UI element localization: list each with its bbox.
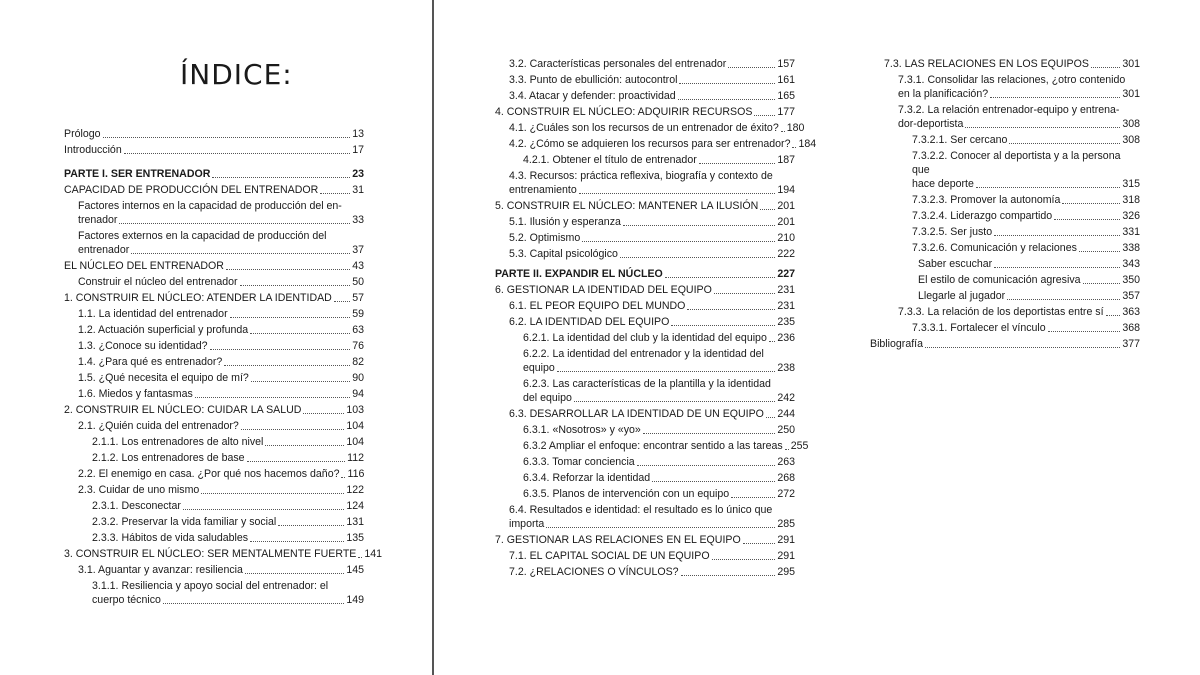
dot-leader [119,223,350,224]
toc-entry-title: 6.3.5. Planos de intervención con un equipo [523,488,730,500]
toc-entry [64,579,364,607]
dot-leader [1083,283,1121,284]
toc-entry-title-line: 7.3.2.2. Conocer al deportista y a la persona que [912,150,1121,176]
dot-leader [201,493,344,494]
toc-page-number: 33 [352,214,364,226]
toc-page-number: 227 [777,268,795,280]
toc-page-number: 194 [777,184,795,196]
toc-page-number: 17 [352,144,364,156]
dot-leader [990,97,1120,98]
dot-leader [251,381,350,382]
toc-page-number: 157 [777,58,795,70]
toc-page-number: 59 [352,308,364,320]
dot-leader [925,347,1120,348]
toc-page-number: 285 [777,518,795,530]
toc-entry [870,257,1140,271]
toc-page-number: 13 [352,128,364,140]
toc-entry-title: 4. CONSTRUIR EL NÚCLEO: ADQUIRIR RECURSOS [495,106,753,118]
dot-leader [124,153,350,154]
toc-page-number: 63 [352,324,364,336]
toc-entry-title: en la planificación? [898,88,989,100]
toc-entry [64,291,364,305]
dot-leader [1079,251,1120,252]
toc-entry [64,339,364,353]
toc-entry [495,199,795,213]
toc-entry [870,149,1140,191]
toc-entry [870,133,1140,147]
toc-page-number: 236 [777,332,795,344]
toc-entry-title: trenador [78,214,118,226]
toc-page-number: 363 [1122,306,1140,318]
toc-entry [495,231,795,245]
toc-entry-title: Construir el núcleo del entrenador [78,276,238,288]
toc-entry-title: 1.4. ¿Para qué es entrenador? [78,356,223,368]
toc-entry-title-line: 4.3. Recursos: práctica reflexiva, biografía y contexto de [509,170,773,182]
toc-entry [870,73,1140,101]
dot-leader [212,177,350,178]
toc-page-number: 222 [777,248,795,260]
toc-entry-title: entrenador [78,244,130,256]
toc-entry-title: 5.1. Ilusión y esperanza [509,216,621,228]
toc-page-number: 235 [777,316,795,328]
toc-entry-title: 2.1.2. Los entrenadores de base [92,452,245,464]
toc-page-number: 124 [346,500,364,512]
toc-entry-title: 6.2. LA IDENTIDAD DEL EQUIPO [509,316,670,328]
dot-leader [766,417,775,418]
toc-entry [870,273,1140,287]
toc-column-left [64,127,383,607]
dot-leader [637,465,776,466]
dot-leader [785,449,789,450]
toc-entry [64,371,364,385]
dot-leader [303,413,344,414]
dot-leader [1048,331,1121,332]
toc-page-number: 135 [346,532,364,544]
toc-entry [64,355,364,369]
toc-column-right [870,57,1140,351]
dot-leader [131,253,350,254]
toc-entry [64,127,364,141]
toc-page-number: 145 [346,564,364,576]
toc-entry-title: Llegarle al jugador [918,290,1006,302]
dot-leader [103,137,351,138]
toc-entry-title-line: 6.2.2. La identidad del entrenador y la identidad del [523,348,764,360]
toc-page-number: 308 [1122,134,1140,146]
toc-entry [495,105,795,119]
toc-entry [64,483,364,497]
toc-entry [64,183,364,197]
toc-page-number: 57 [352,292,364,304]
toc-entry [64,435,364,449]
toc-page-number: 23 [352,168,364,180]
dot-leader [183,509,344,510]
toc-entry-title: 7.3. LAS RELACIONES EN LOS EQUIPOS [884,58,1089,70]
toc-entry [495,315,795,329]
toc-page-number: 37 [352,244,364,256]
dot-leader [341,477,345,478]
toc-page-number: 238 [777,362,795,374]
toc-entry-title: Saber escuchar [918,258,993,270]
dot-leader [582,241,775,242]
toc-entry-title: 6.3.1. «Nosotros» y «yo» [523,424,641,436]
toc-entry-title: 1.3. ¿Conoce su identidad? [78,340,208,352]
toc-entry-title: 4.1. ¿Cuáles son los recursos de un entrenador de éxito? [509,122,779,134]
toc-entry [495,267,795,281]
dot-leader [247,461,346,462]
toc-entry [870,209,1140,223]
dot-leader [1054,219,1120,220]
toc-entry-title: 6. GESTIONAR LA IDENTIDAD DEL EQUIPO [495,284,712,296]
toc-page-number: 291 [777,534,795,546]
toc-page-number: 343 [1122,258,1140,270]
toc-entry-title: 3.1. Aguantar y avanzar: resiliencia [78,564,243,576]
toc-entry [64,467,364,481]
toc-entry [64,403,364,417]
toc-entry-title: Introducción [64,144,122,156]
dot-leader [320,193,350,194]
toc-page-number: 250 [777,424,795,436]
toc-entry [495,565,795,579]
toc-entry-title: 2.2. El enemigo en casa. ¿Por qué nos hacemos daño? [78,468,340,480]
toc-entry [64,499,364,513]
toc-entry [870,241,1140,255]
toc-entry [870,305,1140,319]
page-divider [432,0,434,675]
toc-entry-title: 7.2. ¿RELACIONES O VÍNCULOS? [509,566,679,578]
toc-entry-title: importa [509,518,545,530]
dot-leader [623,225,775,226]
dot-leader [743,543,776,544]
toc-page-number: 377 [1122,338,1140,350]
toc-entry [495,471,795,485]
dot-leader [671,325,775,326]
dot-leader [699,163,776,164]
toc-page-number: 242 [777,392,795,404]
toc-entry-title: 6.3.4. Reforzar la identidad [523,472,651,484]
dot-leader [994,267,1120,268]
toc-page-number: 177 [777,106,795,118]
dot-leader [245,573,344,574]
toc-page-number: 103 [346,404,364,416]
toc-entry [495,533,795,547]
toc-page-number: 131 [346,516,364,528]
dot-leader [994,235,1120,236]
toc-page-number: 141 [364,548,383,560]
toc-entry-title: 1.5. ¿Qué necesita el equipo de mí? [78,372,249,384]
dot-leader [278,525,344,526]
toc-entry [495,455,795,469]
toc-entry-title: 7.3.2.6. Comunicación y relaciones [912,242,1077,254]
toc-page-number: 268 [777,472,795,484]
toc-page-number: 201 [777,216,795,228]
toc-page-number: 318 [1122,194,1140,206]
toc-page-number: 149 [346,594,364,606]
dot-leader [728,67,775,68]
toc-page-number: 231 [777,300,795,312]
toc-entry-title: 3.3. Punto de ebullición: autocontrol [509,74,678,86]
toc-entry-title: 6.3.3. Tomar conciencia [523,456,635,468]
toc-entry-title: 3. CONSTRUIR EL NÚCLEO: SER MENTALMENTE FUERTE [64,548,357,560]
toc-entry [64,419,364,433]
toc-entry [870,193,1140,207]
toc-entry [64,143,364,157]
toc-entry [870,225,1140,239]
toc-entry-title-line: 6.4. Resultados e identidad: el resultado es lo único que [509,504,773,516]
toc-entry [495,57,795,71]
toc-entry-title: 7.3.2.3. Promover la autonomía [912,194,1061,206]
toc-entry [495,407,795,421]
toc-entry-title-line: 7.3.1. Consolidar las relaciones, ¿otro contenido [898,74,1126,86]
dot-leader [976,187,1120,188]
dot-leader [965,127,1120,128]
toc-entry-title: 2.1.1. Los entrenadores de alto nivel [92,436,264,448]
dot-leader [574,401,775,402]
toc-entry-title: hace deporte [912,178,974,190]
toc-entry [64,307,364,321]
dot-leader [210,349,351,350]
toc-entry-title-line: Factores externos en la capacidad de producción del [78,230,327,242]
toc-page-number: 244 [777,408,795,420]
toc-page-number: 368 [1122,322,1140,334]
dot-leader [250,333,350,334]
toc-page-number: 295 [777,566,795,578]
dot-leader [760,209,775,210]
dot-leader [579,193,776,194]
dot-leader [643,433,776,434]
toc-entry-title: entrenamiento [509,184,577,196]
toc-page-number: 338 [1122,242,1140,254]
toc-page-number: 104 [346,420,364,432]
toc-entry-title: 2.3.1. Desconectar [92,500,181,512]
toc-entry-title: 5.3. Capital psicológico [509,248,618,260]
toc-entry-title: 2.1. ¿Quién cuida del entrenador? [78,420,239,432]
toc-page-number: 165 [777,90,795,102]
toc-entry [495,503,795,531]
toc-page-number: 112 [347,452,364,464]
toc-entry [495,89,795,103]
toc-entry [870,289,1140,303]
toc-page-number: 43 [352,260,364,272]
toc-entry [64,167,364,181]
toc-page-number: 301 [1122,88,1140,100]
toc-entry-title: 7.3.2.4. Liderazgo compartido [912,210,1053,222]
dot-leader [665,277,776,278]
toc-entry-title: Bibliografía [870,338,923,350]
toc-entry-title: 1.1. La identidad del entrenador [78,308,228,320]
dot-leader [1091,67,1120,68]
dot-leader [241,429,345,430]
toc-entry [64,547,383,561]
dot-leader [712,559,776,560]
toc-entry-title: 6.2.1. La identidad del club y la identidad del equipo [523,332,767,344]
toc-page-number: 231 [777,284,795,296]
toc-entry-title: 2.3. Cuidar de uno mismo [78,484,200,496]
toc-page-number: 180 [786,122,805,134]
toc-entry [64,323,364,337]
toc-page-number: 272 [777,488,795,500]
toc-entry [495,439,809,453]
dot-leader [224,365,350,366]
toc-entry [495,121,805,135]
toc-entry [64,531,364,545]
toc-entry-title: 4.2.1. Obtener el título de entrenador [523,154,697,166]
toc-entry-title: 7.3.2.1. Ser cercano [912,134,1008,146]
toc-entry [495,169,795,197]
toc-entry [64,387,364,401]
dot-leader [358,557,362,558]
toc-entry [870,337,1140,351]
toc-entry-title: 7.3.2.5. Ser justo [912,226,993,238]
toc-entry [495,549,795,563]
dot-leader [250,541,344,542]
toc-page-number: 50 [352,276,364,288]
toc-entry-title: 1.6. Miedos y fantasmas [78,388,193,400]
toc-entry [495,283,795,297]
toc-entry-title: 6.3. DESARROLLAR LA IDENTIDAD DE UN EQUIPO [509,408,764,420]
toc-page-number: 76 [352,340,364,352]
toc-page-number: 90 [352,372,364,384]
dot-leader [714,293,775,294]
toc-entry [64,199,364,227]
toc-entry [495,299,795,313]
dot-leader [687,309,775,310]
toc-entry [64,259,364,273]
toc-page-number: 301 [1122,58,1140,70]
toc-entry-title: dor-deportista [898,118,964,130]
dot-leader [1009,143,1120,144]
toc-page-number: 31 [352,184,364,196]
toc-entry-title: 2. CONSTRUIR EL NÚCLEO: CUIDAR LA SALUD [64,404,302,416]
toc-entry-title: 3.4. Atacar y defender: proactividad [509,90,676,102]
toc-entry-title: del equipo [523,392,572,404]
toc-entry [64,229,364,257]
toc-entry-title: equipo [523,362,555,374]
dot-leader [769,341,775,342]
dot-leader [679,83,775,84]
toc-entry-title: 6.1. EL PEOR EQUIPO DEL MUNDO [509,300,686,312]
toc-entry-title: 7.3.3.1. Fortalecer el vínculo [912,322,1046,334]
toc-entry-title: 1. CONSTRUIR EL NÚCLEO: ATENDER LA IDENTIDAD [64,292,332,304]
toc-entry [495,377,795,405]
toc-entry-title: 7.1. EL CAPITAL SOCIAL DE UN EQUIPO [509,550,710,562]
toc-page-number: 104 [346,436,364,448]
toc-page-number: 255 [790,440,809,452]
toc-entry-title: Prólogo [64,128,101,140]
dot-leader [226,269,350,270]
toc-column-middle [495,57,817,579]
toc-entry [495,215,795,229]
toc-entry [64,275,364,289]
toc-entry [495,347,795,375]
toc-entry-title: 5.2. Optimismo [509,232,581,244]
toc-entry [495,331,795,345]
toc-entry-title: PARTE I. SER ENTRENADOR [64,168,211,180]
toc-entry-title: cuerpo técnico [92,594,161,606]
toc-page-number: 187 [777,154,795,166]
toc-entry [870,103,1140,131]
dot-leader [334,301,350,302]
toc-page-number: 210 [777,232,795,244]
dot-leader [557,371,776,372]
toc-page-number: 331 [1122,226,1140,238]
toc-entry-title: CAPACIDAD DE PRODUCCIÓN DEL ENTRENADOR [64,184,319,196]
toc-page-number: 357 [1122,290,1140,302]
toc-entry-title-line: Factores internos en la capacidad de producción del en- [78,200,342,212]
toc-entry-title: EL NÚCLEO DEL ENTRENADOR [64,260,224,272]
dot-leader [230,317,351,318]
dot-leader [195,397,350,398]
dot-leader [1106,315,1121,316]
toc-entry [64,451,364,465]
dot-leader [163,603,344,604]
toc-entry-title: 5. CONSTRUIR EL NÚCLEO: MANTENER LA ILUSIÓN [495,200,759,212]
toc-entry [64,515,364,529]
toc-entry [495,423,795,437]
toc-entry [870,321,1140,335]
toc-entry [495,247,795,261]
toc-entry-title-line: 3.1.1. Resiliencia y apoyo social del entrenador: el [92,580,329,592]
toc-entry-title-line: 7.3.2. La relación entrenador-equipo y entrena- [898,104,1120,116]
toc-page-number: 184 [798,138,817,150]
toc-entry [870,57,1140,71]
toc-entry-title: 2.3.2. Preservar la vida familiar y social [92,516,277,528]
dot-leader [681,575,776,576]
toc-page-number: 350 [1122,274,1140,286]
dot-leader [678,99,776,100]
toc-entry-title: 7.3.3. La relación de los deportistas entre sí [898,306,1104,318]
dot-leader [620,257,775,258]
toc-page-number: 263 [777,456,795,468]
page-title: ÍNDICE: [180,58,293,91]
toc-page-number: 82 [352,356,364,368]
toc-page-number: 291 [777,550,795,562]
toc-entry-title: 1.2. Actuación superficial y profunda [78,324,249,336]
toc-page-number: 315 [1122,178,1140,190]
toc-page-number: 94 [352,388,364,400]
toc-entry [495,487,795,501]
toc-entry-title: 2.3.3. Hábitos de vida saludables [92,532,249,544]
dot-leader [754,115,775,116]
dot-leader [652,481,775,482]
toc-entry [64,563,364,577]
toc-entry-title: 4.2. ¿Cómo se adquieren los recursos para ser entrenador? [509,138,791,150]
toc-entry-title: 3.2. Características personales del entrenador [509,58,727,70]
toc-page-number: 116 [347,468,365,480]
toc-page-number: 122 [346,484,364,496]
dot-leader [781,131,785,132]
dot-leader [1007,299,1120,300]
dot-leader [731,497,775,498]
dot-leader [1062,203,1120,204]
dot-leader [792,147,796,148]
dot-leader [546,527,775,528]
toc-page-number: 161 [777,74,795,86]
toc-entry [495,137,817,151]
toc-entry-title: PARTE II. EXPANDIR EL NÚCLEO [495,268,663,280]
toc-entry-title: 6.3.2 Ampliar el enfoque: encontrar sentido a las tareas [523,440,783,452]
toc-page-number: 201 [777,200,795,212]
toc-entry [495,73,795,87]
toc-entry-title: El estilo de comunicación agresiva [918,274,1081,286]
toc-entry [495,153,795,167]
toc-page-number: 326 [1122,210,1140,222]
dot-leader [240,285,351,286]
toc-page-number: 308 [1122,118,1140,130]
toc-entry-title: 7. GESTIONAR LAS RELACIONES EN EL EQUIPO [495,534,741,546]
toc-entry-title-line: 6.2.3. Las características de la plantilla y la identidad [523,378,771,390]
dot-leader [265,445,344,446]
